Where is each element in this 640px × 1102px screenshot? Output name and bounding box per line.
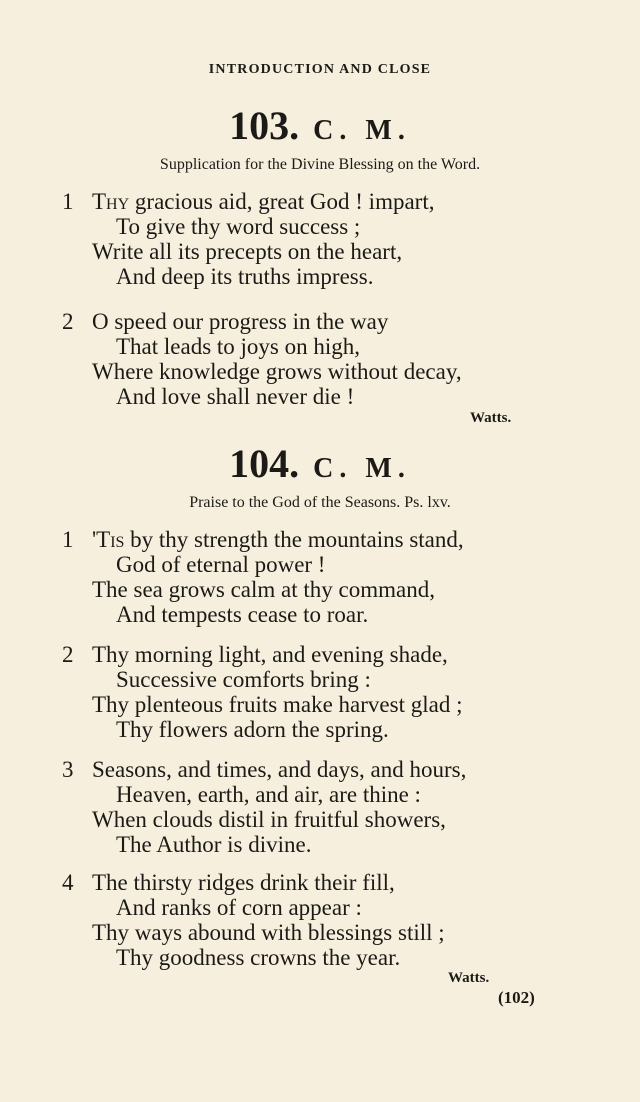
verse-line: To give thy word success ; (116, 214, 361, 239)
verse-line: Thy flowers adorn the spring. (116, 717, 389, 742)
verse-line: Write all its precepts on the heart, (92, 239, 403, 264)
verse-line: The thirsty ridges drink their fill, (92, 870, 395, 895)
hymn-title: Praise to the God of the Seasons. Ps. lxv. (189, 494, 451, 511)
hymn-number: 104. (229, 441, 300, 486)
verse-line (92, 190, 434, 213)
verse-line: Seasons, and times, and days, and hours, (92, 757, 467, 782)
running-head: INTRODUCTION AND CLOSE (208, 62, 432, 77)
verse-number: 2 (62, 309, 74, 334)
verse-line: The Author is divine. (116, 832, 312, 857)
hymn-meter: C. M. (313, 115, 411, 146)
verse-first-word: 'Tis (92, 527, 125, 552)
verse-line: Where knowledge grows without decay, (92, 359, 462, 384)
verse-line: Successive comforts bring : (116, 667, 371, 692)
hymn-number: 103. (229, 103, 300, 148)
verse-number: 2 (62, 642, 74, 667)
verse-line: God of eternal power ! (116, 552, 326, 577)
page-number: (102) (498, 988, 535, 1007)
verse-line (92, 528, 464, 551)
verse-line: And ranks of corn appear : (116, 895, 362, 920)
verse-line-text: gracious aid, great God ! impart, (129, 189, 435, 214)
verse-line-text: by thy strength the mountains stand, (124, 527, 464, 552)
verse-line: Thy plenteous fruits make harvest glad ; (92, 692, 463, 717)
verse-number: 1 (62, 189, 74, 214)
verse-line: Thy morning light, and evening shade, (92, 642, 448, 667)
verse-number: 1 (62, 527, 74, 552)
verse-number: 3 (62, 757, 74, 782)
verse-line: That leads to joys on high, (116, 334, 361, 359)
verse-line: O speed our progress in the way (92, 309, 389, 334)
hymn-meter: C. M. (313, 453, 411, 484)
verse-number: 4 (62, 870, 74, 895)
verse-first-word: Thy (92, 189, 130, 214)
author-attribution: Watts. (470, 410, 512, 426)
verse-line: Thy goodness crowns the year. (116, 945, 401, 970)
verse-line: When clouds distil in fruitful showers, (92, 807, 446, 832)
author-attribution: Watts. (448, 970, 490, 986)
verse-line: Thy ways abound with blessings still ; (92, 920, 445, 945)
verse-line: The sea grows calm at thy command, (92, 577, 435, 602)
hymn-title: Supplication for the Divine Blessing on the Word. (159, 156, 481, 173)
verse-line: Heaven, earth, and air, are thine : (116, 782, 421, 807)
hymn-number-104 (0, 441, 640, 486)
verse-line: And tempests cease to roar. (116, 602, 369, 627)
verse-line: And love shall never die ! (116, 384, 355, 409)
hymn-number-103 (0, 103, 640, 148)
verse-line: And deep its truths impress. (116, 264, 374, 289)
